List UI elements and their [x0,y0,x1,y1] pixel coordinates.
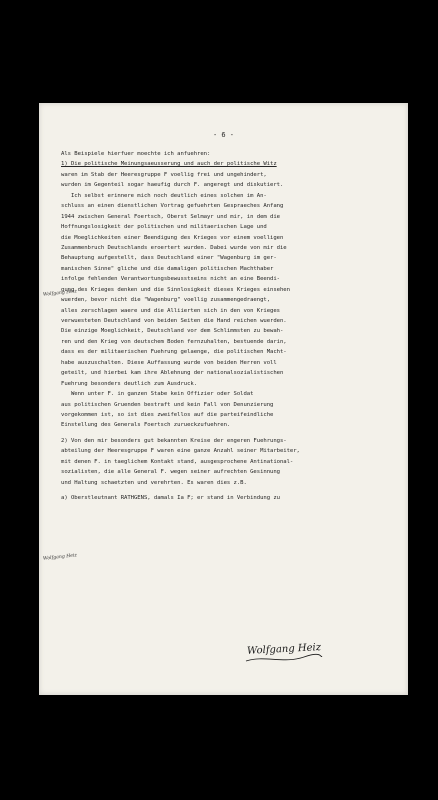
margin-note: Wolfgang Heiz [42,289,78,298]
document-page [39,103,408,695]
signature: Wolfgang Heiz [246,642,322,657]
text-line: waren im Stab der Heeresgruppe F voellig frei und ungehindert, [61,171,267,178]
margin-note: Wolfgang Heiz [42,553,78,562]
text-line: Behauptung aufgestellt, dass Deutschland einer "Wagenburg im ger- [61,255,277,262]
text-line: verwuesteten Deutschland von beiden Seiten die Hand reichen wuerden. [61,318,287,324]
text-line: Ich selbst erinnere mich noch deutlich eines solchen im An- [61,192,267,199]
text-line: 1) Die politische Meinungsaeusserung und auch der politische Witz [61,161,277,168]
text-line: habe auszuschalten. Diese Auffassung wurde von beiden Herren voll [61,359,277,366]
signature-flourish [244,651,324,665]
text-line: 1944 zwischen General Foertsch, Oberst Selmayr und mir, in dem die [61,213,280,220]
text-line: infolge fehlenden Verantwortungsbewusstseins nicht an eine Beendi- [61,276,280,283]
text-line: Einstellung des Generals Foertsch zurueckzufuehren. [61,422,231,429]
text-line: a) Oberstleutnant RATHGENS, damals Ia F; er stand in Verbindung zu [61,495,280,501]
text-line: Zusammenbruch Deutschlands eroertert wurden. Dabei wurde von mir die [61,244,287,251]
text-line: die Moeglichkeiten einer Beendigung des Krieges vor einem voelligen [61,234,284,241]
text-line: geteilt, und hierbei kam ihre Ablehnung der nationalsozialistischen [61,370,284,377]
text-line: manischen Sinne" gliche und die damaligen politischen Machthaber [61,265,274,272]
text-line: vorgekommen ist, so ist dies zweifellos auf die parteifeindliche [61,411,274,418]
text-line: schluss an einen dienstlichen Vortrag gefuehrten Gespraeches Anfang [61,203,284,210]
text-line: gung des Krieges denken und die Sinnlosigkeit dieses Krieges einsehen [61,286,290,293]
text-line: Fuehrung besonders deutlich zum Ausdruck. [61,380,198,387]
text-line: wurden im Gegenteil sogar haeufig durch F. angeregt und diskutiert. [61,182,284,189]
text-line: wuerden, bevor nicht die "Wagenburg" voellig zusammengedraengt, [61,297,271,304]
document-body [61,149,391,503]
text-line: aus politischen Gruenden bestraft und kein Fall von Denunzierung [61,401,274,408]
text-line: Als Beispiele hierfuer moechte ich anfuehren: [61,151,211,157]
text-line: dass es der militaerischen Fuehrung gelaenge, die politischen Macht- [61,349,287,356]
text-line: Hoffnungslosigkeit der politischen und militaerischen Lage und [61,224,267,231]
text-line: Wenn unter F. in ganzen Stabe kein Offizier oder Soldat [61,391,254,398]
text-line: abteilung der Heeresgruppe F waren eine ganze Anzahl seiner Mitarbeiter, [61,448,300,455]
text-line: 2) Von den mir besonders gut bekannten Kreise der engeren Fuehrungs- [61,437,287,444]
text-line: alles zerschlagen waere und die Alliierten sich in den von Krieges [61,307,280,314]
text-line: und Haltung schaetzten und verehrten. Es waren dies z.B. [61,479,247,486]
text-line: ren und den Krieg von deutschem Boden fernzuhalten, bestuende darin, [61,338,287,345]
text-line: Die einzige Moeglichkeit, Deutschland vor dem Schlimmsten zu bewah- [61,328,284,335]
page-number: - 6 - [212,131,235,139]
text-line: sozialisten, die alle General F. wegen seiner aufrechten Gesinnung [61,469,280,476]
text-line: mit denen F. in taeglichem Kontakt stand, ausgesprochene Antinational- [61,458,294,465]
